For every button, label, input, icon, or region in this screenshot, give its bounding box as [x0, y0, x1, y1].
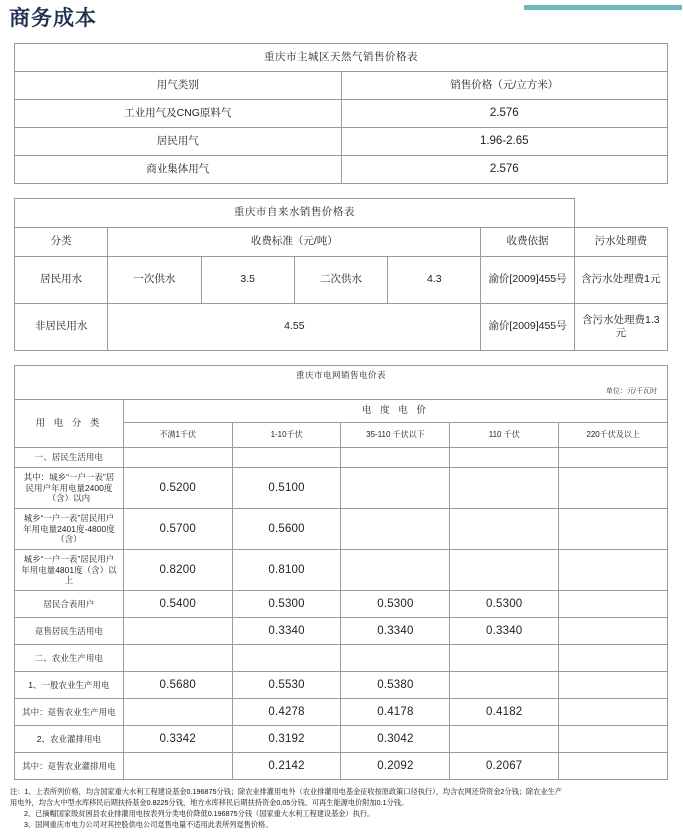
water-header-sewage: 污水处理费 [574, 228, 667, 257]
power-row-value: 0.5400 [123, 591, 232, 618]
gas-row-price: 2.576 [341, 156, 668, 184]
power-row-value: 0.3192 [232, 726, 341, 753]
water-table-title: 重庆市自来水销售价格表 [15, 199, 575, 228]
gas-row-price: 1.96-2.65 [341, 128, 668, 156]
gas-header-price: 销售价格（元/立方米） [341, 72, 668, 100]
power-row-value: 0.5300 [450, 591, 559, 618]
table-row [15, 100, 668, 128]
page-title: 商务成本 [9, 6, 97, 30]
power-row-value: 0.5680 [123, 672, 232, 699]
power-row-value [341, 509, 450, 550]
power-row-label: 一、居民生活用电 [15, 448, 124, 468]
power-row-value [123, 753, 232, 780]
water-price-table [14, 198, 668, 351]
power-row-label: 1、一般农业生产用电 [15, 672, 124, 699]
water-row-basis: 渝价[2009]455号 [481, 257, 574, 304]
power-row-label: 其中：趸售农业生产用电 [15, 699, 124, 726]
power-row-value: 0.8200 [123, 550, 232, 591]
water-supply1-label: 一次供水 [108, 257, 201, 304]
power-row-value [559, 448, 668, 468]
gas-row-price: 2.576 [341, 100, 668, 128]
power-row-value: 0.3340 [450, 618, 559, 645]
power-header-voltage-0: 不满1千伏 [123, 423, 232, 448]
table-row [15, 509, 668, 550]
power-row-value [123, 448, 232, 468]
power-row-value [559, 726, 668, 753]
table-title-row [15, 44, 668, 72]
footnote-line-1: 注：1、上表所列价格，均含国家重大水利工程建设基金0.196875分钱；除农业排灌用电外（农业排灌用电基金征收按原政策口径执行），均含农网还贷资金2分钱；除农业生产 [10, 787, 562, 796]
power-row-label: 2、农业灌排用电 [15, 726, 124, 753]
table-row [15, 726, 668, 753]
table-row [15, 591, 668, 618]
gas-row-category: 居民用气 [15, 128, 342, 156]
power-row-value: 0.5600 [232, 509, 341, 550]
table-row [15, 753, 668, 780]
power-row-value [450, 645, 559, 672]
water-row-basis: 渝价[2009]455号 [481, 304, 574, 351]
power-row-value [450, 726, 559, 753]
power-table-unit: 单位：元/千瓦时 [15, 385, 668, 400]
power-row-value [341, 448, 450, 468]
power-row-value: 0.3340 [232, 618, 341, 645]
power-row-value: 0.3340 [341, 618, 450, 645]
water-price-table-section [14, 198, 669, 351]
table-row [15, 128, 668, 156]
table-row [15, 618, 668, 645]
power-row-label: 城乡“一户一表”居民用户年用电量4801度（含）以上 [15, 550, 124, 591]
power-price-table-section [14, 365, 669, 780]
gas-price-table-section [14, 43, 669, 184]
water-supply2-label: 二次供水 [294, 257, 387, 304]
table-row [15, 550, 668, 591]
power-row-value: 0.4278 [232, 699, 341, 726]
power-row-value [559, 753, 668, 780]
power-row-value: 0.3042 [341, 726, 450, 753]
water-header-category: 分类 [15, 228, 108, 257]
power-row-label: 趸售居民生活用电 [15, 618, 124, 645]
power-row-value [232, 448, 341, 468]
power-row-value: 0.4182 [450, 699, 559, 726]
power-row-value [450, 509, 559, 550]
power-table-title: 重庆市电网销售电价表 [15, 366, 668, 386]
power-row-label: 其中：趸售农业灌排用电 [15, 753, 124, 780]
power-row-value [559, 672, 668, 699]
table-title-row [15, 199, 668, 228]
power-row-label: 居民合表用户 [15, 591, 124, 618]
power-row-value [559, 699, 668, 726]
gas-row-category: 商业集体用气 [15, 156, 342, 184]
footnote-line-4: 3、国网重庆市电力公司对其控股供电公司趸售电量不适用此表所列趸售价格。 [24, 820, 273, 829]
table-header-row [15, 400, 668, 423]
table-row [15, 645, 668, 672]
power-row-value [450, 468, 559, 509]
table-row [15, 672, 668, 699]
power-row-value [559, 468, 668, 509]
power-row-value: 0.4178 [341, 699, 450, 726]
table-row [15, 156, 668, 184]
footnote-line-2: 用电外，均含大中型水库移民后期扶持基金0.8225分钱、地方水库移民后期扶持资金0.05分钱、可再生能源电价附加0.1分钱。 [10, 798, 409, 807]
power-row-value [341, 468, 450, 509]
power-row-value: 0.2092 [341, 753, 450, 780]
gas-header-category: 用气类别 [15, 72, 342, 100]
power-header-voltage-3: 110 千伏 [450, 423, 559, 448]
power-row-value [450, 550, 559, 591]
power-row-value: 0.5700 [123, 509, 232, 550]
table-header-row [15, 72, 668, 100]
water-row-category: 非居民用水 [15, 304, 108, 351]
power-header-price-group: 电 度 电 价 [123, 400, 667, 423]
power-row-value [123, 618, 232, 645]
power-row-value: 0.5380 [341, 672, 450, 699]
gas-row-category: 工业用气及CNG原料气 [15, 100, 342, 128]
table-title-row [15, 366, 668, 386]
power-row-value: 0.5530 [232, 672, 341, 699]
power-row-value [559, 591, 668, 618]
water-row-sewage: 含污水处理费1元 [574, 257, 667, 304]
power-row-label: 其中：城乡“一户一表”居民用户年用电量2400度（含）以内 [15, 468, 124, 509]
power-row-label: 二、农业生产用电 [15, 645, 124, 672]
power-row-value: 0.3342 [123, 726, 232, 753]
power-header-voltage-4: 220千伏及以上 [559, 423, 668, 448]
power-header-category: 用 电 分 类 [15, 400, 124, 448]
power-row-value: 0.2142 [232, 753, 341, 780]
gas-price-table [14, 43, 668, 184]
power-row-value: 0.5300 [232, 591, 341, 618]
power-header-voltage-2: 35-110 千伏以下 [341, 423, 450, 448]
table-unit-row [15, 385, 668, 400]
power-row-value [450, 672, 559, 699]
water-row-sewage: 含污水处理费1.3元 [574, 304, 667, 351]
power-row-value [559, 509, 668, 550]
power-header-voltage-1: 1-10千伏 [232, 423, 341, 448]
table-header-row [15, 228, 668, 257]
power-row-value [123, 645, 232, 672]
power-row-value: 0.5300 [341, 591, 450, 618]
power-row-value [341, 645, 450, 672]
footnote-line-3: 2、已摘帽国家级贫困县农业排灌用电按表列分类电价降低0.196875分钱（国家重大水利工程建设基金）执行。 [24, 809, 375, 818]
table-row [15, 448, 668, 468]
power-row-value: 0.8100 [232, 550, 341, 591]
water-supply2-value: 4.3 [388, 257, 481, 304]
water-header-standard: 收费标准（元/吨） [108, 228, 481, 257]
power-row-value [341, 550, 450, 591]
water-row-merged-value: 4.55 [108, 304, 481, 351]
footnotes [10, 786, 673, 830]
table-row [15, 257, 668, 304]
power-price-table [14, 365, 668, 780]
power-row-value: 0.2067 [450, 753, 559, 780]
water-row-category: 居民用水 [15, 257, 108, 304]
power-row-value [123, 699, 232, 726]
power-row-value: 0.5200 [123, 468, 232, 509]
water-supply1-value: 3.5 [201, 257, 294, 304]
power-row-value: 0.5100 [232, 468, 341, 509]
table-row [15, 699, 668, 726]
power-row-value [559, 618, 668, 645]
gas-table-title: 重庆市主城区天然气销售价格表 [15, 44, 668, 72]
power-row-value [559, 645, 668, 672]
water-header-basis: 收费依据 [481, 228, 574, 257]
accent-bar [524, 5, 682, 10]
table-row [15, 304, 668, 351]
power-row-value [450, 448, 559, 468]
power-row-value [559, 550, 668, 591]
power-row-label: 城乡“一户一表”居民用户年用电量2401度-4800度（含） [15, 509, 124, 550]
table-row [15, 468, 668, 509]
power-row-value [232, 645, 341, 672]
